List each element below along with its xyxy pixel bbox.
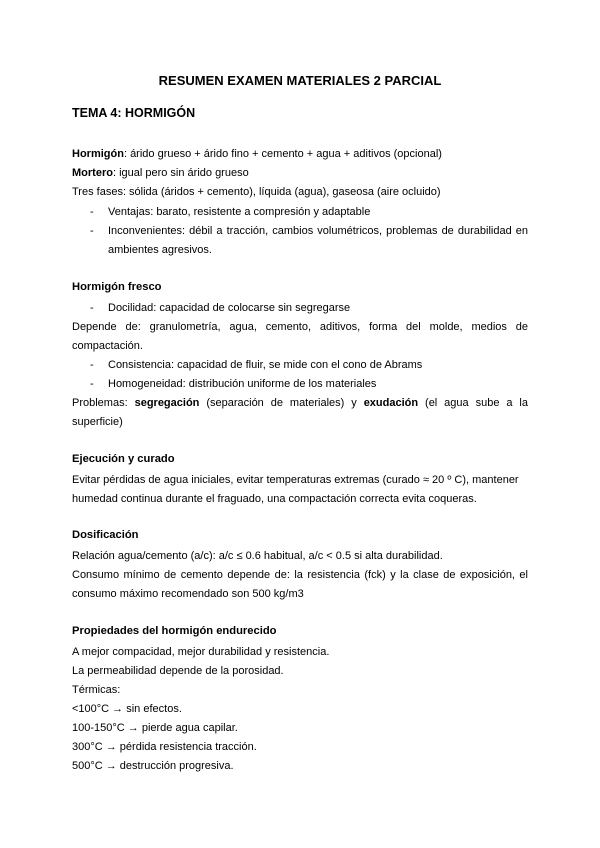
endurecido-line-6: 300°C → pérdida resistencia tracción. bbox=[72, 741, 257, 753]
problemas-label: Problemas: bbox=[72, 397, 135, 409]
ventajas-line: Ventajas: barato, resistente a compresión y adaptable bbox=[108, 206, 371, 218]
depende-line-2: compactación. bbox=[72, 340, 143, 352]
endurecido-line-2: La permeabilidad depende de la porosidad. bbox=[72, 665, 284, 677]
hormigon-term: Hormigón bbox=[72, 148, 124, 160]
problemas-end: (el agua sube a la bbox=[418, 397, 528, 409]
homogeneidad-line: Homogeneidad: distribución uniforme de los materiales bbox=[108, 378, 377, 390]
dosificacion-line-1: Relación agua/cemento (a/c): a/c ≤ 0.6 habitual, a/c < 0.5 si alta durabilidad. bbox=[72, 550, 443, 562]
hormigon-def-text: : árido grueso + árido fino + cemento + agua + aditivos (opcional) bbox=[123, 148, 442, 160]
segregacion-term: segregación bbox=[134, 397, 200, 409]
consistencia-line: Consistencia: capacidad de fluir, se mide con el cono de Abrams bbox=[108, 359, 423, 371]
ejecucion-line-1: Evitar pérdidas de agua iniciales, evitar temperaturas extremas (curado ≈ 20 º C), mantener bbox=[72, 474, 519, 486]
fresco-heading: Hormigón fresco bbox=[72, 281, 162, 293]
docilidad-line: Docilidad: capacidad de colocarse sin segregarse bbox=[108, 302, 351, 314]
dosificacion-heading: Dosificación bbox=[72, 529, 139, 541]
bullet-homogeneidad: - bbox=[90, 378, 94, 390]
depende-line-1: Depende de: granulometría, agua, cemento, aditivos, forma del molde, medios de bbox=[72, 321, 528, 333]
inconvenientes-line-1: Inconvenientes: débil a tracción, cambios volumétricos, problemas de durabilidad en bbox=[108, 225, 528, 237]
endurecido-line-3: Térmicas: bbox=[72, 684, 121, 696]
bullet-ventajas: - bbox=[90, 206, 94, 218]
problemas-line-1 bbox=[72, 394, 528, 413]
tema-heading: TEMA 4: HORMIGÓN bbox=[72, 106, 196, 120]
endurecido-line-1: A mejor compacidad, mejor durabilidad y resistencia. bbox=[72, 646, 330, 658]
ejecucion-heading: Ejecución y curado bbox=[72, 453, 175, 465]
hormigon-definition bbox=[72, 145, 528, 164]
problemas-line-2: superficie) bbox=[72, 416, 123, 428]
dosificacion-line-3: consumo máximo recomendado son 500 kg/m3 bbox=[72, 588, 304, 600]
inconvenientes-line-2: ambientes agresivos. bbox=[108, 244, 212, 256]
bullet-docilidad: - bbox=[90, 302, 94, 314]
mortero-term: Mortero bbox=[72, 167, 113, 179]
mortero-def-text: : igual pero sin árido grueso bbox=[112, 167, 249, 179]
fases-line: Tres fases: sólida (áridos + cemento), líquida (agua), gaseosa (aire ocluido) bbox=[72, 186, 441, 198]
mortero-definition bbox=[72, 164, 528, 183]
document-title: RESUMEN EXAMEN MATERIALES 2 PARCIAL bbox=[158, 73, 442, 88]
dosificacion-line-2: Consumo mínimo de cemento depende de: la resistencia (fck) y la clase de exposición, el bbox=[72, 569, 528, 581]
bullet-inconvenientes: - bbox=[90, 225, 94, 237]
endurecido-heading: Propiedades del hormigón endurecido bbox=[72, 625, 277, 637]
endurecido-line-7: 500°C → destrucción progresiva. bbox=[72, 760, 234, 772]
problemas-mid: (separación de materiales) y bbox=[199, 397, 364, 409]
ejecucion-line-2: humedad continua durante el fraguado, una compactación correcta evita coqueras. bbox=[72, 493, 477, 505]
bullet-consistencia: - bbox=[90, 359, 94, 371]
endurecido-line-4: <100°C → sin efectos. bbox=[72, 703, 182, 715]
endurecido-line-5: 100-150°C → pierde agua capilar. bbox=[72, 722, 238, 734]
exudacion-term: exudación bbox=[363, 397, 419, 409]
